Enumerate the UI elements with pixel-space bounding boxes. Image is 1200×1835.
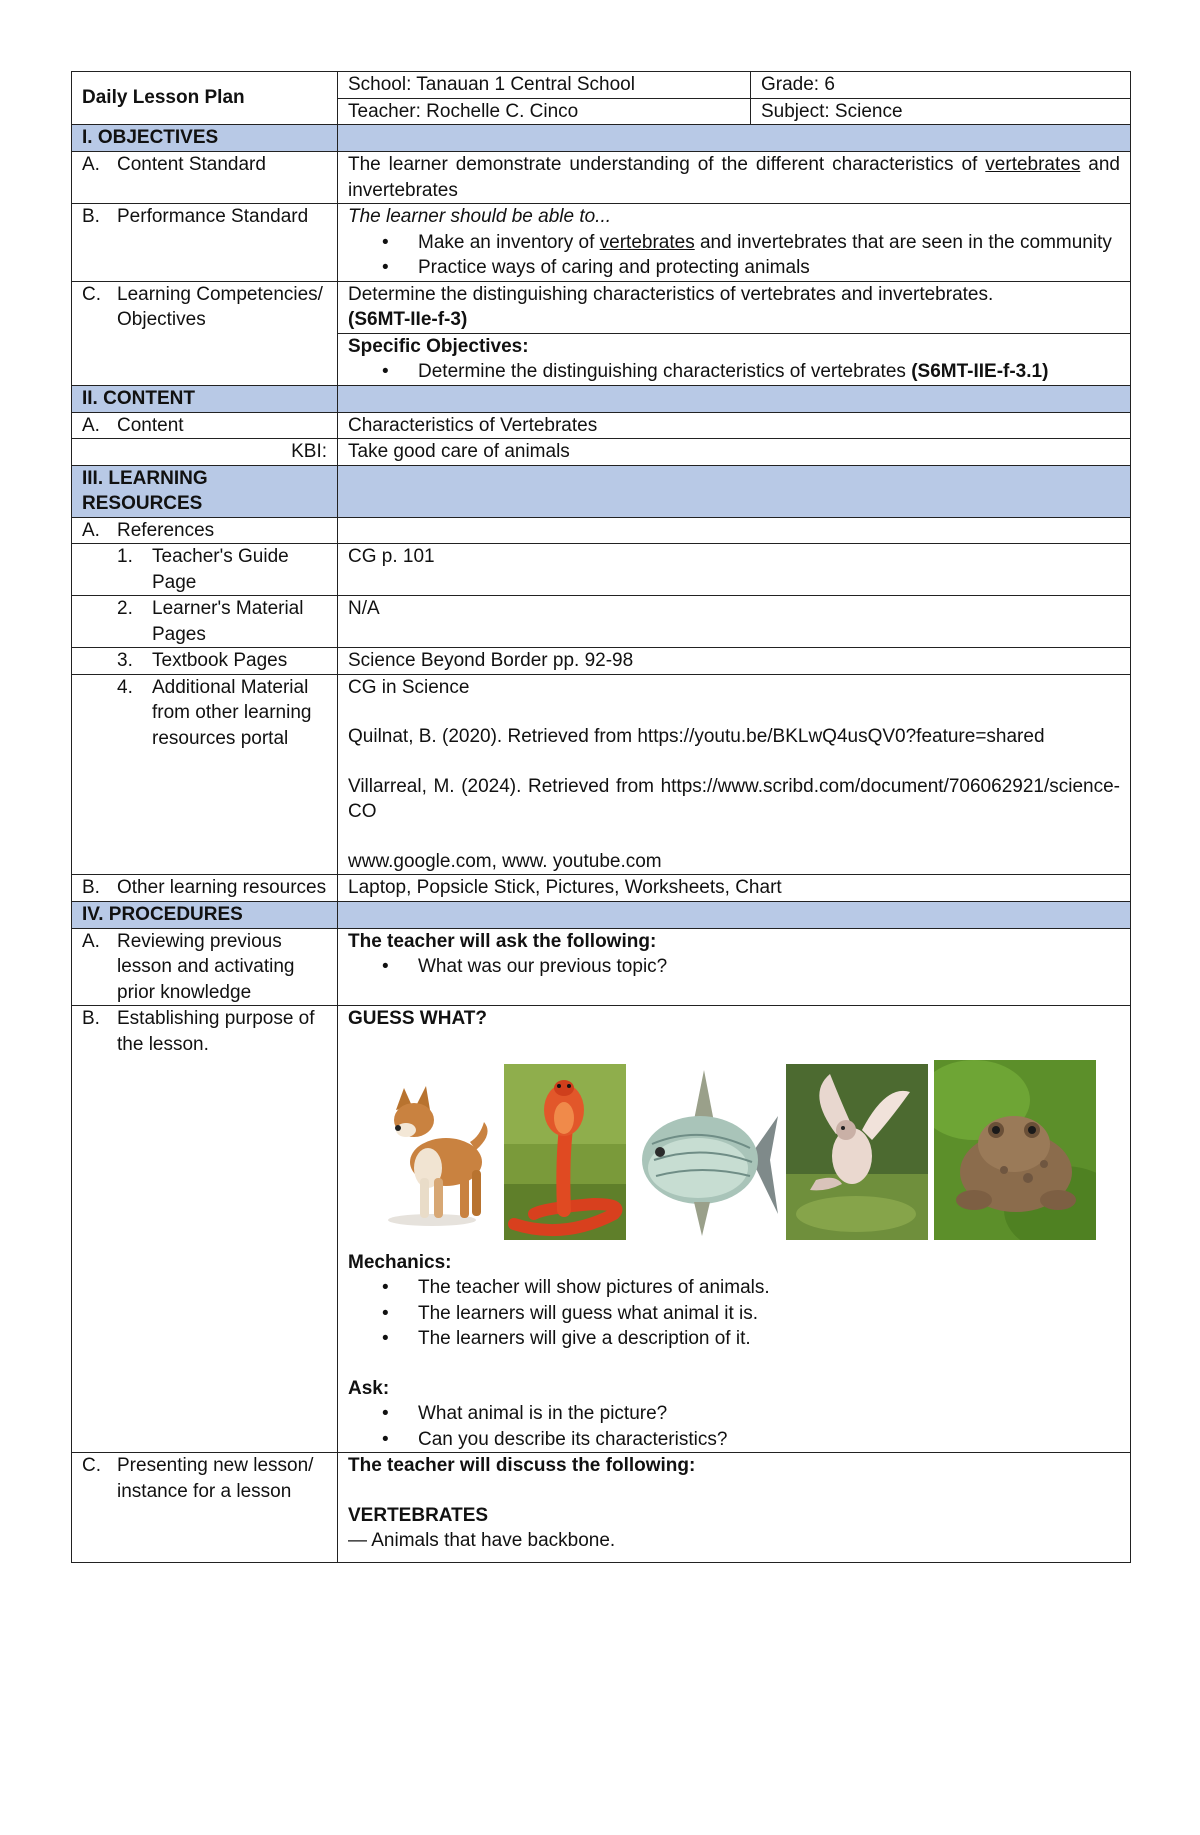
specific-objectives: Specific Objectives: • Determine the distinguishing characteristics of vertebrates (S6MT-IIE-f-3.1) [338, 333, 1131, 385]
learning-competencies-text: Determine the distinguishing characteristics of vertebrates and invertebrates. (S6MT-IIe-f-3) [338, 281, 1131, 333]
lesson-plan-page [71, 71, 1130, 1563]
review-text: The teacher will ask the following: • What was our previous topic? [338, 928, 1131, 1006]
presenting-label: C. Presenting new lesson/ instance for a lesson [72, 1453, 338, 1563]
review-label: A. Reviewing previous lesson and activating prior knowledge [72, 928, 338, 1006]
other-resources-text: Laptop, Popsicle Stick, Pictures, Worksheets, Chart [338, 875, 1131, 902]
bird-picture [786, 1064, 928, 1240]
purpose-label: B. Establishing purpose of the lesson. [72, 1006, 338, 1453]
toad-picture [934, 1060, 1096, 1240]
content-label: A. Content [72, 412, 338, 439]
resources-heading-fill [338, 465, 1131, 517]
additional-material-text: CG in Science Quilnat, B. (2020). Retrieved from https://youtu.be/BKLwQ4usQV0?feature=shared Villarreal, M. (2024). Retrieved from https://www.scribd.com/document/706062921/science-CO www.google.com, www. youtube.com [338, 674, 1131, 875]
kbi-label: KBI: [72, 439, 338, 466]
resources-heading: III. LEARNING RESOURCES [72, 465, 338, 517]
objectives-heading: I. OBJECTIVES [72, 125, 338, 152]
list-item: • Determine the distinguishing characteristics of vertebrates (S6MT-IIE-f-3.1) [418, 359, 1120, 385]
list-item: • The learners will guess what animal it is. [418, 1301, 1120, 1327]
content-standard-text: The learner demonstrate understanding of the different characteristics of vertebrates and invertebrates [338, 152, 1131, 204]
list-item: • Make an inventory of vertebrates and invertebrates that are seen in the community [418, 230, 1120, 256]
procedures-heading-fill [338, 901, 1131, 928]
animal-pictures [348, 1032, 1120, 1250]
other-resources-label: B. Other learning resources [72, 875, 338, 902]
plan-title: Daily Lesson Plan [72, 72, 338, 125]
references-fill [338, 517, 1131, 544]
grade-level: Grade: 6 [751, 72, 1131, 99]
list-item: • What was our previous topic? [418, 954, 1120, 980]
learning-competencies-label: C. Learning Competencies/ Objectives [72, 281, 338, 385]
kbi-text: Take good care of animals [338, 439, 1131, 466]
teacher-name: Teacher: Rochelle C. Cinco [338, 98, 751, 125]
reference-citation: www.google.com, www. youtube.com [348, 850, 662, 872]
references-label: A. References [72, 517, 338, 544]
objectives-heading-fill [338, 125, 1131, 152]
resource-item-label: 1. Teacher's Guide Page [72, 544, 338, 596]
subject-name: Subject: Science [751, 98, 1131, 125]
resource-item-value: Science Beyond Border pp. 92-98 [338, 648, 1131, 675]
list-item: • Can you describe its characteristics? [418, 1427, 1120, 1453]
performance-standard-label: B. Performance Standard [72, 204, 338, 282]
procedures-heading: IV. PROCEDURES [72, 901, 338, 928]
content-standard-label: A. Content Standard [72, 152, 338, 204]
dog-picture [368, 1070, 498, 1240]
resource-item-value: CG p. 101 [338, 544, 1131, 596]
school-name: School: Tanauan 1 Central School [338, 72, 751, 99]
performance-standard-text: The learner should be able to... • Make an inventory of vertebrates and invertebrates that are seen in the community • Practice ways of caring and protecting animals [338, 204, 1131, 282]
snake-picture [504, 1064, 626, 1240]
resource-item-value: N/A [338, 596, 1131, 648]
list-item: • Practice ways of caring and protecting animals [418, 255, 1120, 281]
list-item: • What animal is in the picture? [418, 1401, 1120, 1427]
fish-picture [632, 1064, 780, 1240]
list-item: • The teacher will show pictures of animals. [418, 1275, 1120, 1301]
resource-item-label: 3. Textbook Pages [72, 648, 338, 675]
lesson-plan-table [71, 71, 1131, 1563]
content-heading-fill [338, 385, 1131, 412]
reference-citation: Quilnat, B. (2020). Retrieved from https://youtu.be/BKLwQ4usQV0?feature=shared [348, 726, 1045, 747]
content-text: Characteristics of Vertebrates [338, 412, 1131, 439]
resource-item-label: 2. Learner's Material Pages [72, 596, 338, 648]
additional-material-label: 4. Additional Material from other learning resources portal [72, 674, 338, 875]
presenting-text: The teacher will discuss the following: VERTEBRATES — Animals that have backbone. [338, 1453, 1131, 1563]
content-heading: II. CONTENT [72, 385, 338, 412]
list-item: • The learners will give a description of it. [418, 1326, 1120, 1352]
reference-citation: Villarreal, M. (2024). Retrieved from https://www.scribd.com/document/706062921/science-CO [348, 775, 1120, 822]
purpose-text: GUESS WHAT? Mechanics: • The teacher will show pictures of animals. • The learners will guess what animal it is. • The learners will give a description of it. Ask: • What animal is in the picture? • Can you describe its characteristics? [338, 1006, 1131, 1453]
